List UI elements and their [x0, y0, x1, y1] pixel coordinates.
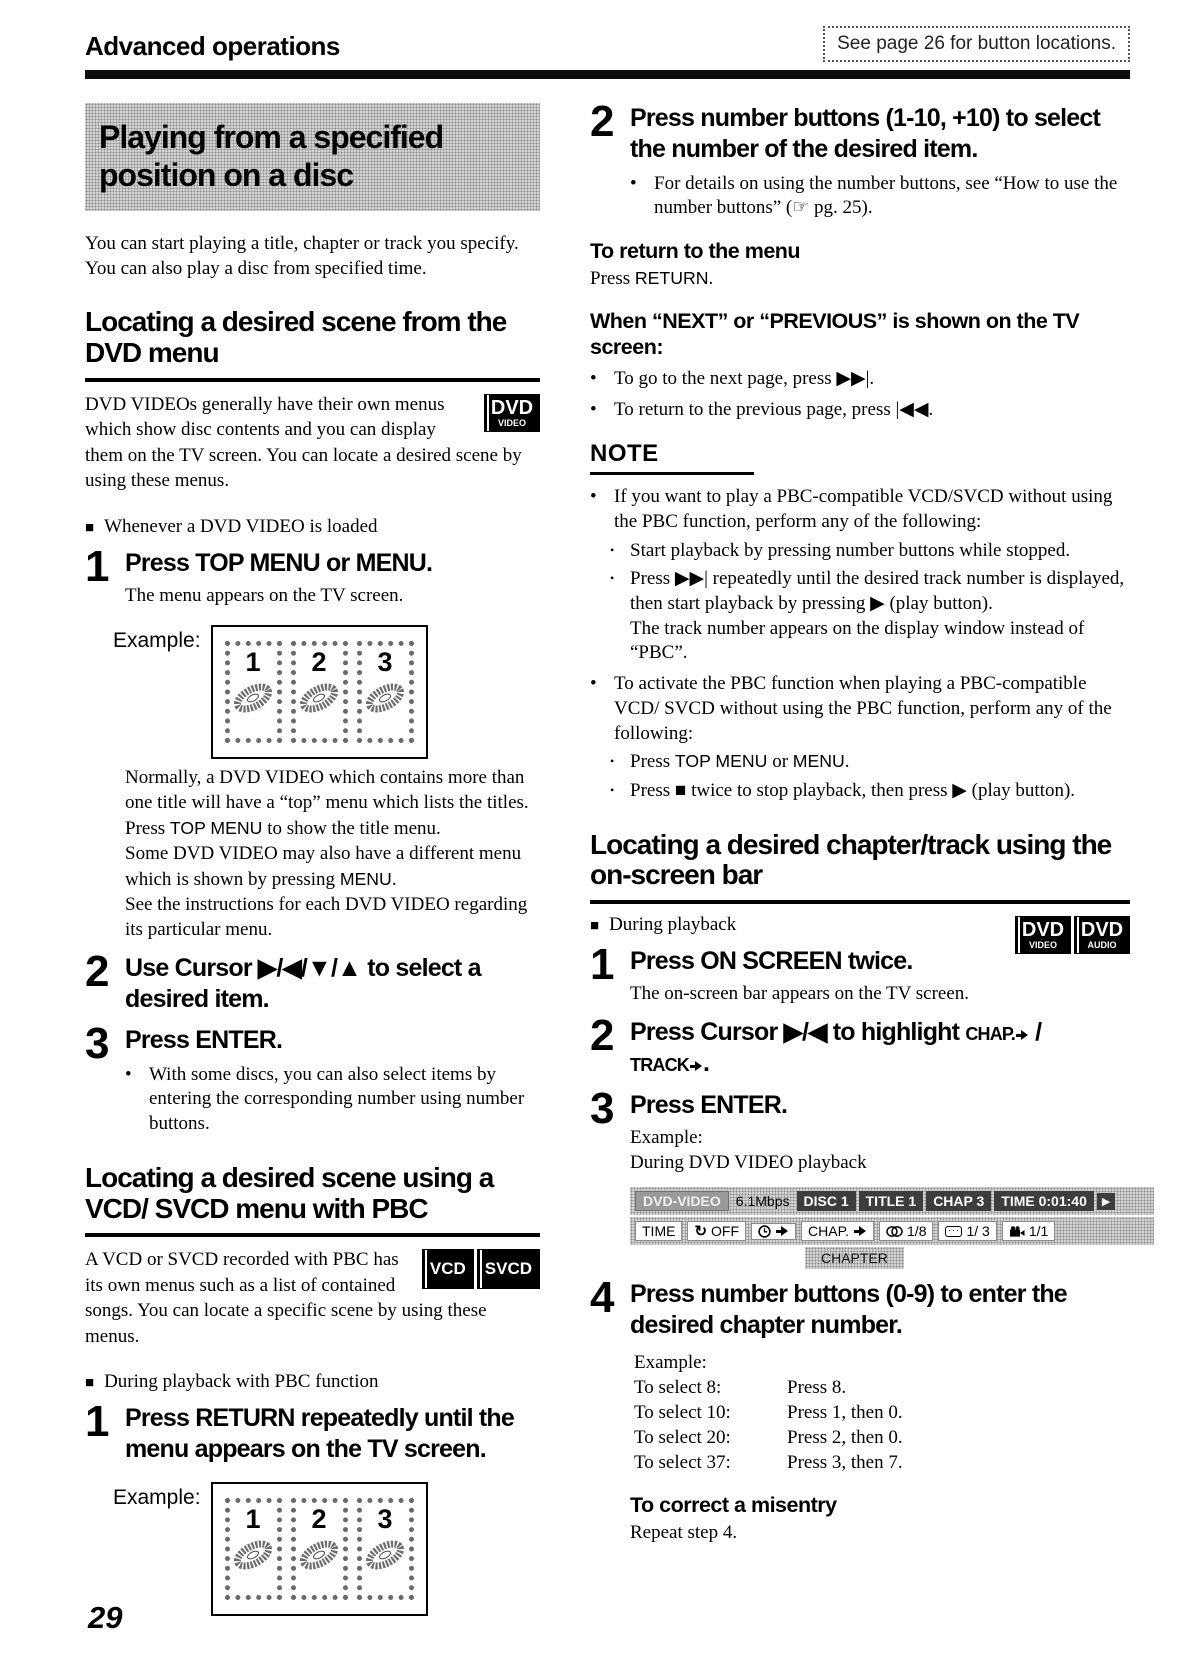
section-heading-vcd-pbc: Locating a desired scene using a VCD/ SVCD menu with PBC — [85, 1163, 540, 1238]
vcd-pbc-body: A VCD or SVCD recorded with PBC has its own menus such as a list of contained songs. You can locate a specific scene by using these menus. — [85, 1249, 487, 1347]
step-body — [630, 1017, 1130, 1080]
osb-chapter-search — [801, 1221, 874, 1241]
right-arrow-icon — [854, 1226, 866, 1236]
text: Press — [590, 267, 635, 289]
step-1-top-menu — [85, 541, 540, 609]
disc-icon — [363, 1538, 407, 1572]
example-vcd-menu — [113, 1482, 540, 1616]
osb-time-cell: TIME 0:01:40 — [994, 1191, 1094, 1211]
step-body — [125, 548, 540, 609]
subtitle-icon: ··· — [945, 1226, 962, 1237]
condition-text: During playback with PBC function — [104, 1371, 379, 1393]
example-label: Example: — [630, 1126, 703, 1148]
disc-icon — [297, 1538, 341, 1572]
disc-slot-1 — [225, 641, 282, 743]
onscreen-bar-intro — [590, 914, 1130, 1007]
step-body — [125, 1403, 540, 1466]
table-row — [634, 1450, 1130, 1475]
bullet-dot-icon: • — [610, 571, 615, 586]
chap-tag: CHAP. — [965, 1024, 1016, 1045]
section-heading-dvd-menu: Locating a desired scene from the DVD menu — [85, 307, 540, 382]
example-dvd-menu — [113, 625, 540, 759]
step-title: Press number buttons (0-9) to enter the desired chapter number. — [630, 1280, 1067, 1340]
step-number: 1 — [590, 940, 613, 990]
text: Press — [630, 751, 675, 773]
step-bullet — [630, 172, 1130, 221]
step-2-cursor — [85, 946, 540, 1016]
row-label: To select 37: — [634, 1452, 731, 1474]
return-to-menu-heading: To return to the menu — [590, 238, 801, 263]
example-label: Example: — [113, 628, 201, 652]
top-menu-button-name: TOP MENU — [674, 751, 768, 772]
audio-icon — [886, 1226, 903, 1237]
note-subbullet-1 — [590, 539, 1130, 564]
step-number: 4 — [590, 1273, 613, 1323]
bullet-dot-icon: • — [125, 1063, 132, 1085]
row-action: Press 8. — [787, 1376, 847, 1398]
bullet-text: For details on using the number buttons, see “How to use the number buttons” (☞ pg. 25). — [654, 172, 1118, 219]
square-bullet-icon: ■ — [85, 1375, 95, 1392]
bullet-dot-icon: • — [610, 542, 615, 557]
menu-button-name: MENU — [792, 751, 845, 772]
header-title: Advanced operations — [85, 31, 340, 61]
example-table — [634, 1350, 1130, 1475]
step-subtext: The menu appears on the TV screen. — [125, 585, 404, 607]
dvd-video-badge — [484, 394, 540, 432]
text: . — [703, 1049, 710, 1078]
step-title: Press RETURN repeatedly until the menu appears on the TV screen. — [125, 1404, 514, 1464]
bullet-text — [630, 567, 1130, 666]
step-title — [630, 1017, 1130, 1080]
row-action: Press 1, then 0. — [787, 1401, 903, 1423]
content-columns — [0, 79, 1202, 1622]
disc-number: 2 — [311, 1503, 327, 1534]
chapter-chip: CHAPTER — [805, 1247, 904, 1269]
step-body — [630, 1090, 1154, 1270]
dvd-video-logo — [1015, 916, 1071, 954]
subtitle-value: 1/ 3 — [966, 1223, 990, 1240]
note-text: Normally, a DVD VIDEO which contains more than one title will have a “top” menu which lists the titles. Press — [125, 766, 529, 839]
right-arrow-icon — [776, 1226, 788, 1236]
text: . — [844, 751, 850, 773]
page-title: Playing from a specified position on a disc — [85, 103, 540, 211]
example-label: Example: — [113, 1485, 201, 1509]
step-title: Press ENTER. — [630, 1090, 788, 1119]
osb-time-mode: TIME — [635, 1221, 682, 1241]
step-body — [125, 953, 540, 1016]
page-header — [0, 0, 1202, 62]
text: The track number appears on the display window instead of “PBC”. — [630, 617, 1085, 664]
step-3-enter — [590, 1083, 1130, 1270]
osb-disc-cell: DISC 1 — [797, 1191, 856, 1211]
condition-pbc-playback — [85, 1371, 540, 1393]
bullet-text: To go to the next page, press ▶▶|. — [614, 367, 875, 389]
step-body — [125, 1025, 540, 1136]
header-note-text: See page 26 for button locations. — [837, 33, 1116, 54]
step-title: Press ENTER. — [125, 1026, 283, 1055]
disc-number: 3 — [377, 1503, 393, 1534]
return-button-name: RETURN — [634, 267, 709, 288]
previous-page-bullet — [590, 398, 1130, 423]
osb-control-row — [630, 1217, 1154, 1245]
disc-slot-3 — [357, 1498, 414, 1600]
page-number: 29 — [88, 1600, 123, 1635]
disc-number: 1 — [245, 646, 261, 677]
disc-slot-1 — [225, 1498, 282, 1600]
badge-line2: VIDEO — [497, 418, 526, 428]
text: or — [767, 751, 793, 773]
note-text: Some DVD VIDEO may also have a different menu which is shown by pressing — [125, 843, 522, 890]
osb-angle-select — [1002, 1221, 1055, 1241]
text: . — [708, 267, 714, 289]
condition-dvd-loaded — [85, 516, 540, 538]
step-body — [630, 1279, 1130, 1545]
step-number: 2 — [590, 1011, 613, 1061]
osb-chap-cell: CHAP 3 — [926, 1191, 991, 1211]
disc-icon — [231, 1538, 275, 1572]
example-subtext: During DVD VIDEO playback — [630, 1151, 867, 1173]
badge-line2: VIDEO — [1028, 940, 1057, 951]
step-title: Press number buttons (1-10, +10) to select the number of the desired item. — [630, 104, 1101, 164]
dvd-video-audio-badges — [1015, 916, 1130, 954]
note-bullet-2 — [590, 672, 1130, 746]
step-number: 1 — [85, 541, 108, 591]
step-bullet — [125, 1063, 540, 1137]
note-text: to show the title menu. — [262, 817, 441, 839]
table-row — [634, 1425, 1130, 1450]
step-2-highlight-chap — [590, 1011, 1130, 1080]
repeat-value: OFF — [711, 1223, 740, 1240]
next-page-bullet — [590, 367, 1130, 392]
step-3-enter — [85, 1019, 540, 1136]
step-2-number-buttons — [590, 97, 1130, 221]
bullet-text: To activate the PBC function when playing a PBC-compatible VCD/ SVCD without using the PBC function, perform any of the following: — [614, 673, 1112, 744]
text: Press Cursor ▶/◀ to highlight — [630, 1018, 966, 1047]
note-bullet-1 — [590, 485, 1130, 534]
step-number: 3 — [85, 1019, 108, 1069]
right-arrow-icon — [690, 1061, 702, 1071]
square-bullet-icon: ■ — [85, 519, 95, 536]
osb-title-cell: TITLE 1 — [859, 1191, 924, 1211]
disc-icon — [297, 681, 341, 715]
row-label: To select 10: — [634, 1401, 731, 1423]
step-number: 2 — [85, 946, 108, 996]
example-label: Example: — [634, 1351, 707, 1373]
osb-status-row — [630, 1187, 1154, 1215]
disc-number: 2 — [311, 646, 327, 677]
disc-number: 3 — [377, 646, 393, 677]
bullet-dot-icon: • — [590, 398, 597, 420]
osb-next-arrow-icon: ▶ — [1097, 1193, 1115, 1210]
osb-chapter-label-row — [630, 1247, 1154, 1269]
step-subtext: The on-screen bar appears on the TV screen. — [630, 983, 970, 1005]
step-number: 3 — [590, 1083, 613, 1133]
vcd-logo: VCD — [422, 1249, 474, 1289]
badge-line1: DVD — [1021, 919, 1065, 942]
bullet-text: Start playback by pressing number buttons while stopped. — [630, 539, 1071, 561]
note-section — [590, 422, 1130, 803]
correct-misentry-heading: To correct a misentry — [630, 1493, 837, 1518]
dvd-audio-logo — [1074, 916, 1130, 954]
dvd-menu-notes — [125, 765, 540, 943]
bullet-text: If you want to play a PBC-compatible VCD/SVCD without using the PBC function, perform any of the following: — [614, 486, 1113, 533]
osb-subtitle-select — [938, 1221, 996, 1241]
step-1-on-screen — [590, 940, 1005, 1007]
menu-button-name: MENU — [339, 868, 392, 889]
disc-icon — [363, 681, 407, 715]
note-subbullet-4 — [590, 779, 1130, 804]
bullet-dot-icon: • — [610, 754, 615, 769]
angle-value: 1/1 — [1028, 1223, 1049, 1240]
row-label: To select 8: — [634, 1376, 722, 1398]
bullet-dot-icon: • — [630, 172, 637, 194]
note-subbullet-3 — [590, 750, 1130, 775]
clock-icon — [758, 1225, 771, 1238]
dvd-menu-body: DVD VIDEOs generally have their own menus which show disc contents and you can display them on the TV screen. You can locate a desired scene by using these menus. — [85, 394, 522, 492]
bullet-dot-icon: • — [610, 782, 615, 797]
repeat-icon: ↻ — [694, 1222, 708, 1240]
bullet-text: To return to the previous page, press |◀◀. — [614, 398, 934, 420]
text: / — [1029, 1018, 1042, 1047]
note-text: See the instructions for each DVD VIDEO regarding its particular menu. — [125, 894, 528, 941]
row-action: Press 2, then 0. — [787, 1426, 903, 1448]
step-title: Use Cursor ▶/◀/▼/▲ to select a desired item. — [125, 953, 481, 1014]
next-previous-heading: When “NEXT” or “PREVIOUS” is shown on the TV screen: — [590, 309, 1080, 360]
disc-slot-2 — [291, 641, 348, 743]
vcd-pbc-intro — [85, 1247, 540, 1357]
row-label: To select 20: — [634, 1426, 731, 1448]
table-row — [634, 1375, 1130, 1400]
top-menu-button-name: TOP MENU — [169, 817, 263, 838]
osb-repeat-mode — [687, 1221, 746, 1241]
disc-number: 1 — [245, 1503, 261, 1534]
dvd-menu-intro — [85, 392, 540, 502]
disc-slot-2 — [291, 1498, 348, 1600]
header-rule — [85, 70, 1130, 79]
step-4-enter-chapter — [590, 1273, 1130, 1545]
on-screen-bar-graphic — [630, 1187, 1154, 1269]
badge-line1: DVD — [490, 397, 534, 419]
note-subbullet-2 — [590, 567, 1130, 666]
text: Press ▶▶| repeatedly until the desired track number is displayed, then start playback by pressing ▶ (play button). — [630, 568, 1125, 615]
example-table-caption — [634, 1350, 1130, 1375]
section-heading-onscreen-bar: Locating a desired chapter/track using the on-screen bar — [590, 830, 1130, 905]
osb-dvd-video-label: DVD-VIDEO — [635, 1191, 729, 1211]
right-column — [590, 97, 1130, 1622]
note-heading: NOTE — [590, 440, 754, 475]
track-tag: TRACK — [630, 1055, 689, 1076]
osb-audio-select — [879, 1221, 933, 1241]
table-row — [634, 1400, 1130, 1425]
disc-menu-graphic — [211, 625, 428, 759]
svcd-logo: SVCD — [477, 1249, 540, 1289]
camera-icon — [1009, 1226, 1025, 1237]
step-body — [630, 103, 1130, 221]
intro-paragraph: You can start playing a title, chapter or track you specify. You can also play a disc from specified time. — [85, 232, 519, 279]
disc-menu-graphic — [211, 1482, 428, 1616]
left-column — [85, 103, 540, 1622]
step-1-return — [85, 1397, 540, 1466]
bullet-text — [630, 750, 850, 775]
correct-misentry-body: Repeat step 4. — [630, 1521, 738, 1543]
step-number: 2 — [590, 97, 613, 146]
square-bullet-icon: ■ — [590, 918, 600, 935]
condition-text: Whenever a DVD VIDEO is loaded — [104, 515, 378, 537]
badge-line1: DVD — [1080, 919, 1124, 942]
dvd-video-logo — [484, 394, 540, 432]
step-title: Press TOP MENU or MENU. — [125, 548, 433, 577]
condition-text: During playback — [609, 914, 737, 936]
disc-slot-3 — [357, 641, 414, 743]
audio-value: 1/8 — [907, 1223, 927, 1240]
header-note-box — [823, 26, 1130, 62]
right-arrow-icon — [1016, 1030, 1028, 1040]
step-body — [630, 946, 1005, 1007]
disc-icon — [231, 681, 275, 715]
note-text: . — [391, 868, 397, 890]
chap-label: CHAP. — [808, 1223, 850, 1240]
row-action: Press 3, then 7. — [787, 1452, 903, 1474]
osb-time-search — [751, 1223, 796, 1240]
return-to-menu-body — [590, 267, 1130, 292]
osb-bitrate: 6.1Mbps — [735, 1193, 790, 1210]
bullet-dot-icon: • — [590, 673, 597, 695]
step-number: 1 — [85, 1397, 108, 1447]
step-title: Press ON SCREEN twice. — [630, 947, 913, 976]
vcd-svcd-badges — [422, 1249, 540, 1289]
bullet-text: With some discs, you can also select items by entering the corresponding number using number buttons. — [149, 1063, 525, 1135]
badge-line2: AUDIO — [1087, 940, 1117, 951]
bullet-text: Press ■ twice to stop playback, then press ▶ (play button). — [630, 779, 1076, 801]
bullet-dot-icon: • — [590, 367, 597, 389]
bullet-dot-icon: • — [590, 486, 597, 508]
